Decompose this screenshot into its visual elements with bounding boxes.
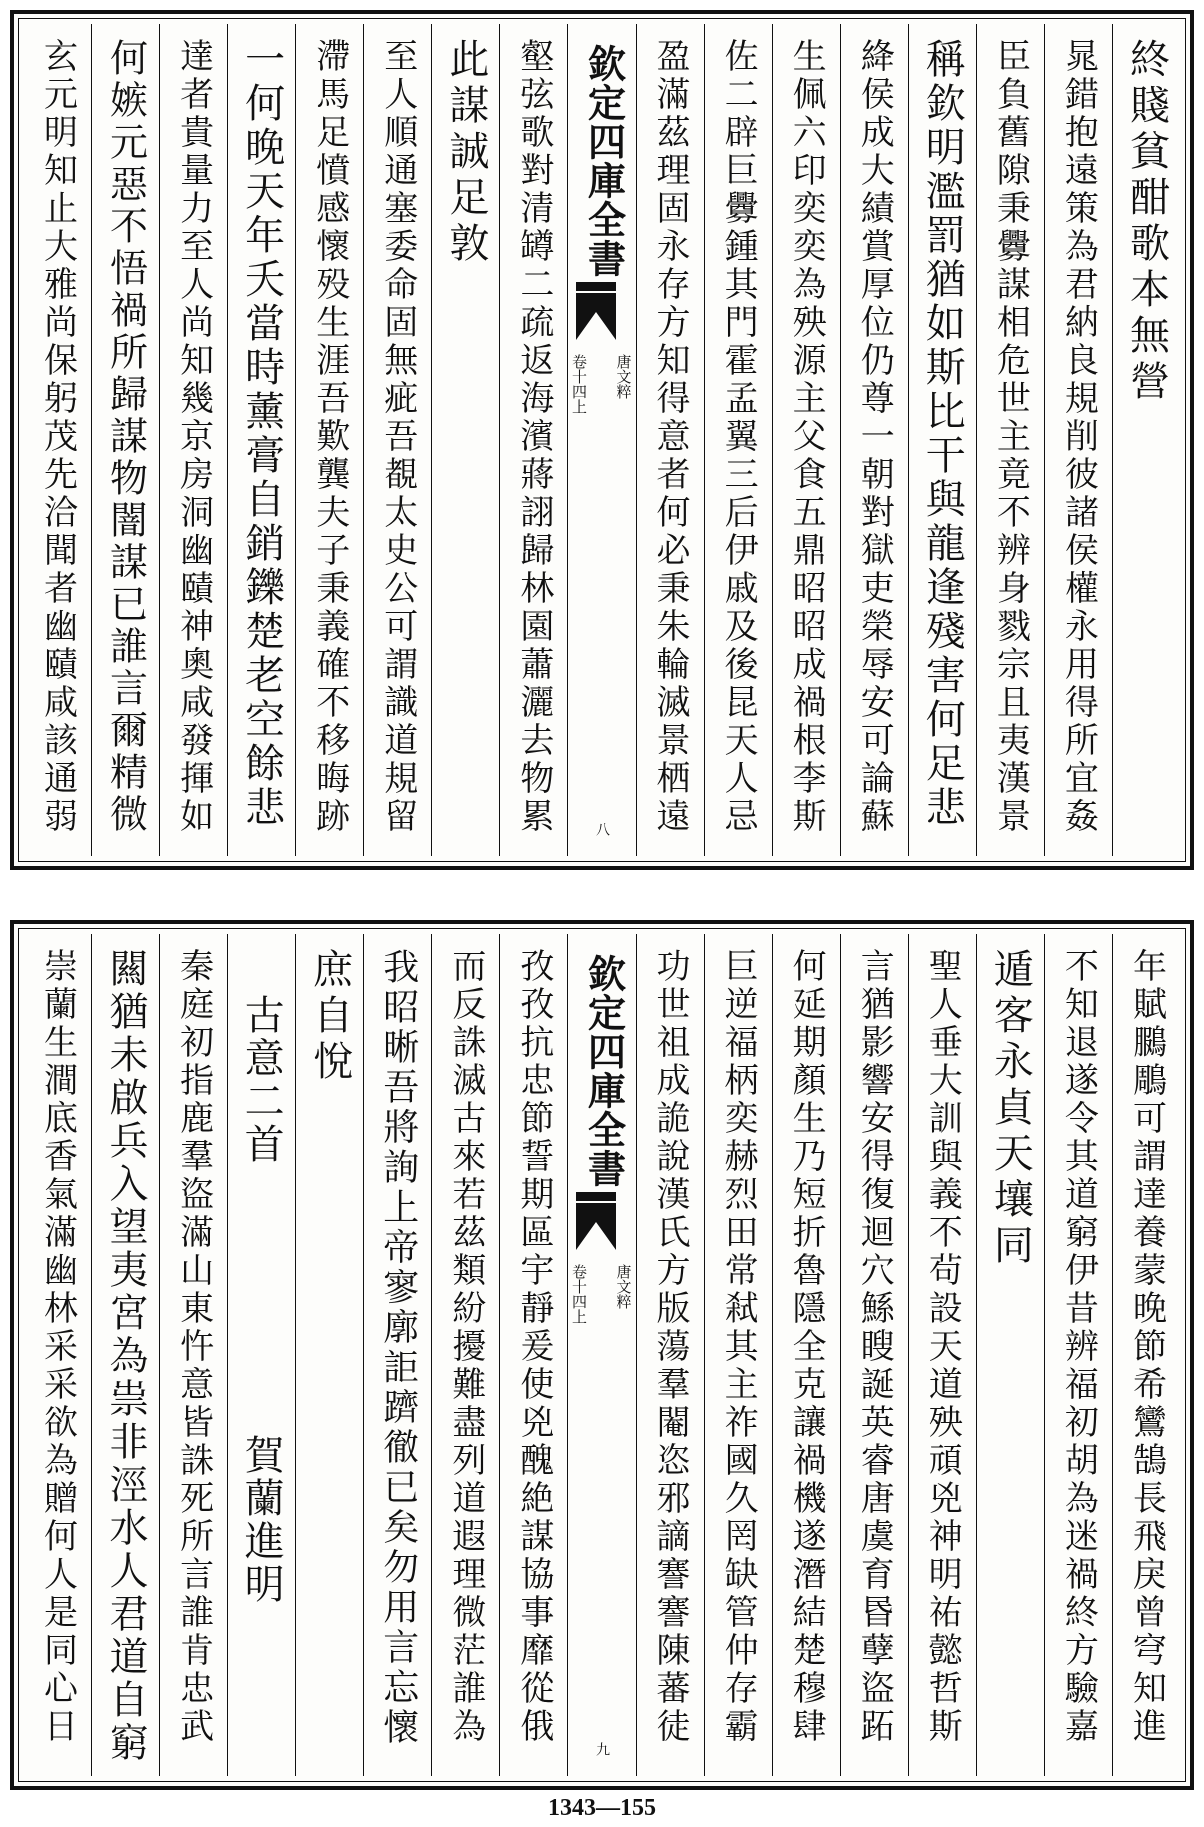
bottom-text-column [772,934,840,1776]
bottom-text-column [159,934,227,1776]
text-line: 功世祖成詭說漢氏方版蕩羣閹恣邪謫謇謇陳蕃徒 [650,948,691,1746]
bottom-text-column [1044,934,1112,1776]
text-line: 何延期顏生乃短折魯隱全克讓禍機遂潛結楚穆肆 [786,948,827,1746]
top-text-column [976,24,1044,856]
text-line: 滯馬足憤感懷殁生涯吾歎龔夫子秉義確不移晦跡 [309,38,350,836]
text-line: 晁錯抱遠策為君納良規削彼諸侯權永用得所宜姦 [1058,38,1099,836]
top-text-column [908,24,976,856]
top-page-panel [10,10,1194,870]
top-text-column [772,24,840,856]
text-line: 絳侯成大績賞厚位仍尊一朝對獄吏榮辱安可論蘇 [854,38,895,836]
top-text-column [1044,24,1112,856]
text-line: 聖人垂大訓與義不茍設天道殃頑兇神明祐懿哲斯 [922,948,963,1746]
text-line: 庶自悅 [306,948,353,1086]
top-text-column [499,24,567,856]
text-line: 終賤貧酣歌本無營 [1123,38,1170,406]
text-line: 達者貴量力至人尚知幾京房洞幽賾神奧咸發揮如 [173,38,214,836]
collection-title: 欽定四庫全書 [581,44,627,278]
volume-label: 卷十四上 [569,1264,588,1324]
top-text-column [295,24,363,856]
bottom-text-column [499,934,567,1776]
bottom-text-column [840,934,908,1776]
text-line: 秦庭初指鹿羣盜滿山東忤意皆誅死所言誰肯忠武 [173,948,214,1746]
text-line: 不知退遂令其道窮伊昔辨福初胡為迷禍終方驗嘉 [1058,948,1099,1746]
top-text-column [840,24,908,856]
text-line: 我昭晰吾將詢上帝寥廓詎躋徹已矣勿用言忘懷 [377,948,419,1748]
bottom-text-column [295,934,363,1776]
top-text-column [227,24,295,856]
bottom-text-column [91,934,159,1776]
bottom-text-column [363,934,431,1776]
folio-number: 九 [593,1742,610,1756]
text-line: 遁客永貞天壤同 [987,948,1034,1270]
bottom-page-panel [10,920,1194,1790]
bottom-text-column [24,934,91,1776]
fishtail-ornament-icon [576,1192,616,1250]
text-line: 一何晚天年夭當時薰膏自銷鑠楚老空餘悲 [238,38,285,830]
book-title: 唐文粹 [614,1264,633,1309]
collection-title: 欽定四庫全書 [581,954,627,1188]
text-line: 孜孜抗忠節誓期區宇靜爰使兇醜絶謀協事靡從俄 [513,948,554,1746]
poem-heading-column [227,934,295,1776]
top-text-column [704,24,772,856]
folio-number: 八 [593,822,610,836]
text-line: 佐二辟巨釁鍾其門霍孟翼三后伊戚及後昆天人忌 [718,38,759,836]
text-line: 盈滿茲理固永存方知得意者何必秉朱輪滅景栖遠 [650,38,691,836]
page-number: 1343—155 [548,1795,656,1821]
text-line: 闗猶未啟兵入望夷宮為祟非涇水人君道自窮 [103,948,149,1765]
text-line: 此謀誠足敦 [442,38,489,268]
text-line: 言猶影響安得復迴穴鯀瞍誕英睿唐虞育昬孽盜跖 [854,948,895,1746]
text-line: 臣負舊隙秉釁謀相危世主竟不辨身戮宗且夷漢景 [990,38,1031,836]
top-text-column [24,24,91,856]
top-text-column [363,24,431,856]
page-gutter [567,934,635,1776]
top-text-column [1112,24,1180,856]
bottom-text-column [908,934,976,1776]
poem-author: 賀蘭進明 [238,1434,285,1606]
fishtail-ornament-icon [576,282,616,340]
bottom-text-column [431,934,499,1776]
top-text-column [636,24,704,856]
text-line: 生佩六印奕奕為殃源主父食五鼎昭昭成禍根李斯 [786,38,827,836]
book-title: 唐文粹 [614,354,633,399]
text-line: 年賦鵩鵰可謂達養蒙晚節希鸞鵠長飛戾曾穹知進 [1126,948,1167,1746]
top-text-column [159,24,227,856]
poem-title: 古意二首 [238,994,285,1166]
volume-label: 卷十四上 [569,354,588,414]
top-text-column [91,24,159,856]
bottom-text-column [1112,934,1180,1776]
text-line: 崇蘭生澗底香氣滿幽林采采欲為贈何人是同心日 [37,948,78,1746]
text-line: 而反誅滅古來若茲類紛擾難盡列道遐理微茫誰為 [445,948,486,1746]
bottom-text-columns [24,934,1180,1776]
bottom-text-column [976,934,1044,1776]
text-line: 玄元明知止大雅尚保躬茂先洽聞者幽賾咸該通弱 [37,38,78,836]
text-line: 稱欽明濫罰猶如斯比干與龍逢殘害何足悲 [919,38,966,830]
top-text-column [431,24,499,856]
top-text-columns [24,24,1180,856]
page-gutter [567,24,635,856]
text-line: 壑弦歌對清罇二疏返海濱蔣詡歸林園蕭灑去物累 [513,38,554,836]
text-line: 巨逆福柄奕赫烈田常弒其主祚國久罔缺管仲存霸 [718,948,759,1746]
bottom-text-column [636,934,704,1776]
bottom-text-column [704,934,772,1776]
text-line: 何嫉元惡不悟禍所歸謀物闇謀已誰言爾精微 [103,38,148,836]
text-line: 至人順通塞委命固無疵吾覩太史公可謂識道規留 [377,38,418,836]
